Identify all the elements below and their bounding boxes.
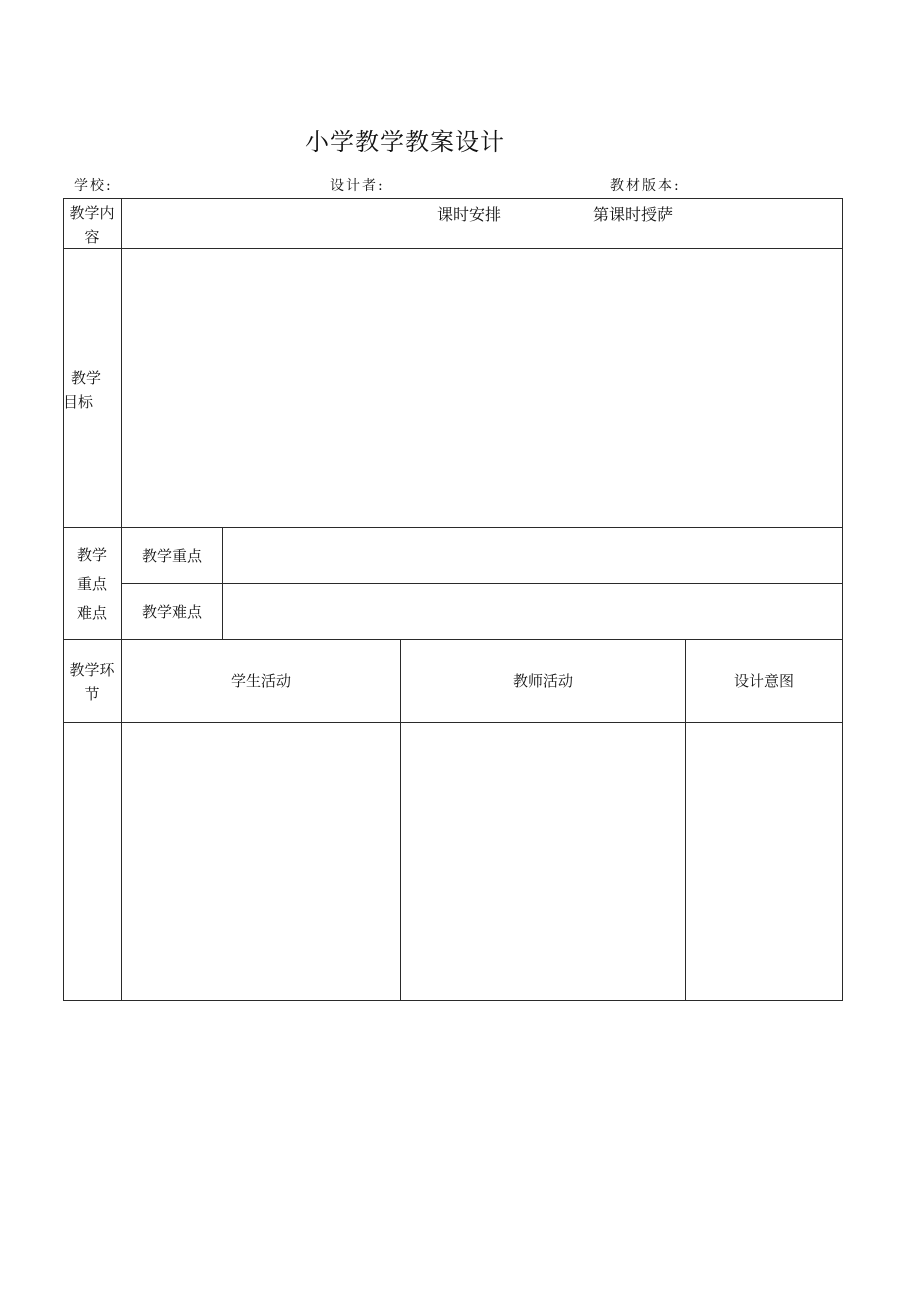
keypoint-label [63, 541, 121, 628]
keypoint-label-line2: 重点 [76, 575, 107, 593]
school-label: 学校: [74, 178, 113, 194]
student-activity-content-area[interactable] [122, 723, 400, 1000]
table-border-bottom [63, 1000, 843, 1001]
content-label-line1: 教学内 [69, 204, 115, 222]
page-title: 小学教学教案设计 [305, 128, 505, 156]
teacher-activity-header: 教师活动 [512, 672, 573, 690]
focus-content-area[interactable] [223, 528, 842, 583]
stage-content-area[interactable] [64, 723, 121, 1000]
stage-label-line1: 教学环 [69, 661, 115, 679]
designer-label: 设计者: [330, 178, 385, 194]
objective-content-area[interactable] [122, 249, 842, 527]
focus-label: 教学重点 [141, 546, 202, 565]
lesson-label: 第课时授萨 [593, 205, 674, 224]
objective-label [63, 366, 121, 414]
table-border-right [842, 198, 843, 1001]
content-label [63, 201, 121, 249]
objective-label-line1: 教学 [71, 369, 102, 387]
table-border-top [63, 198, 843, 199]
difficulty-label: 教学难点 [141, 602, 202, 621]
student-activity-header: 学生活动 [230, 672, 291, 690]
design-intent-header: 设计意图 [733, 672, 794, 690]
keypoint-label-line3: 难点 [76, 604, 107, 622]
stage-label-line2: 节 [84, 685, 100, 703]
keypoint-label-line1: 教学 [76, 546, 107, 564]
difficulty-content-area[interactable] [223, 584, 842, 639]
teacher-activity-content-area[interactable] [401, 723, 685, 1000]
objective-label-line2: 目标 [63, 393, 94, 411]
edition-label: 教材版本: [610, 178, 681, 194]
schedule-label: 课时安排 [437, 205, 502, 224]
content-label-line2: 容 [84, 228, 100, 246]
stage-label [63, 658, 121, 706]
design-intent-content-area[interactable] [686, 723, 842, 1000]
